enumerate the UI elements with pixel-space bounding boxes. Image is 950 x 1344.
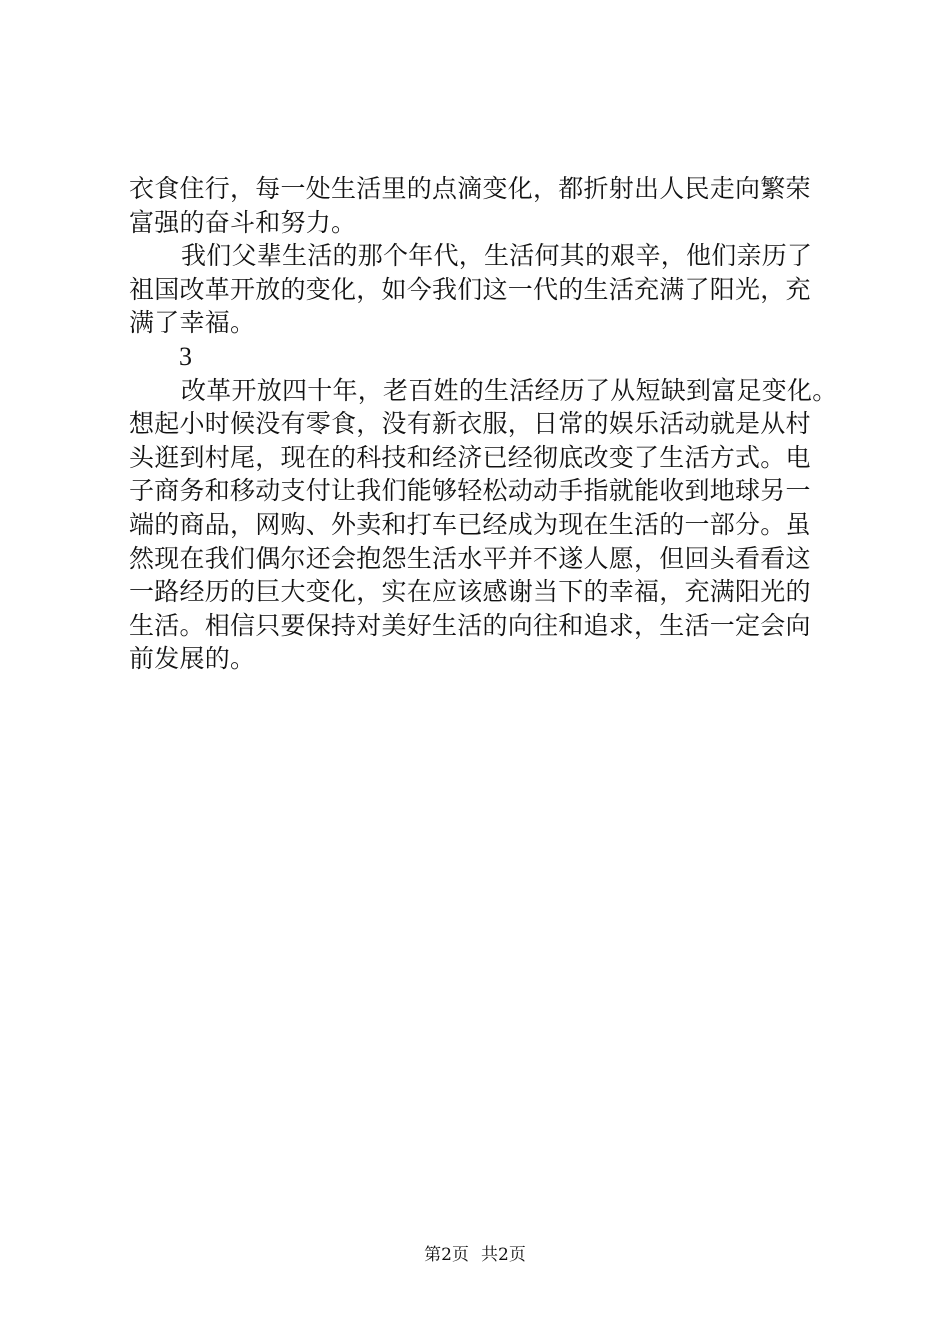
page-number-current: 第2页 bbox=[424, 1245, 469, 1265]
paragraph-line: 一路经历的巨大变化，实在应该感谢当下的幸福，充满阳光的 bbox=[129, 577, 811, 607]
paragraph-line: 前发展的。 bbox=[129, 644, 256, 674]
paragraph-line: 生活。相信只要保持对美好生活的向往和追求，生活一定会向 bbox=[129, 610, 811, 640]
page-number-total: 共2页 bbox=[481, 1245, 526, 1265]
paragraph-line: 端的商品，网购、外卖和打车已经成为现在生活的一部分。虽 bbox=[129, 509, 811, 539]
section-number: 3 bbox=[179, 341, 193, 371]
paragraph-line: 衣食住行，每一处生活里的点滴变化，都折射出人民走向繁荣 bbox=[129, 174, 811, 203]
document-body bbox=[129, 172, 849, 676]
paragraph-line: 祖国改革开放的变化，如今我们这一代的生活充满了阳光，充 bbox=[129, 274, 811, 304]
paragraph-line: 然现在我们偶尔还会抱怨生活水平并不遂人愿，但回头看看这 bbox=[129, 543, 811, 573]
paragraph-line: 满了幸福。 bbox=[129, 308, 256, 338]
paragraph-line: 头逛到村尾，现在的科技和经济已经彻底改变了生活方式。电 bbox=[129, 442, 811, 472]
paragraph-line: 子商务和移动支付让我们能够轻松动动手指就能收到地球另一 bbox=[129, 476, 811, 506]
paragraph-line: 改革开放四十年，老百姓的生活经历了从短缺到富足变化。 bbox=[181, 375, 838, 405]
paragraph-line: 想起小时候没有零食，没有新衣服，日常的娱乐活动就是从村 bbox=[129, 409, 811, 439]
paragraph-line: 富强的奋斗和努力。 bbox=[129, 207, 357, 237]
page-footer bbox=[0, 1243, 950, 1267]
paragraph-line: 我们父辈生活的那个年代，生活何其的艰辛，他们亲历了 bbox=[181, 241, 813, 271]
